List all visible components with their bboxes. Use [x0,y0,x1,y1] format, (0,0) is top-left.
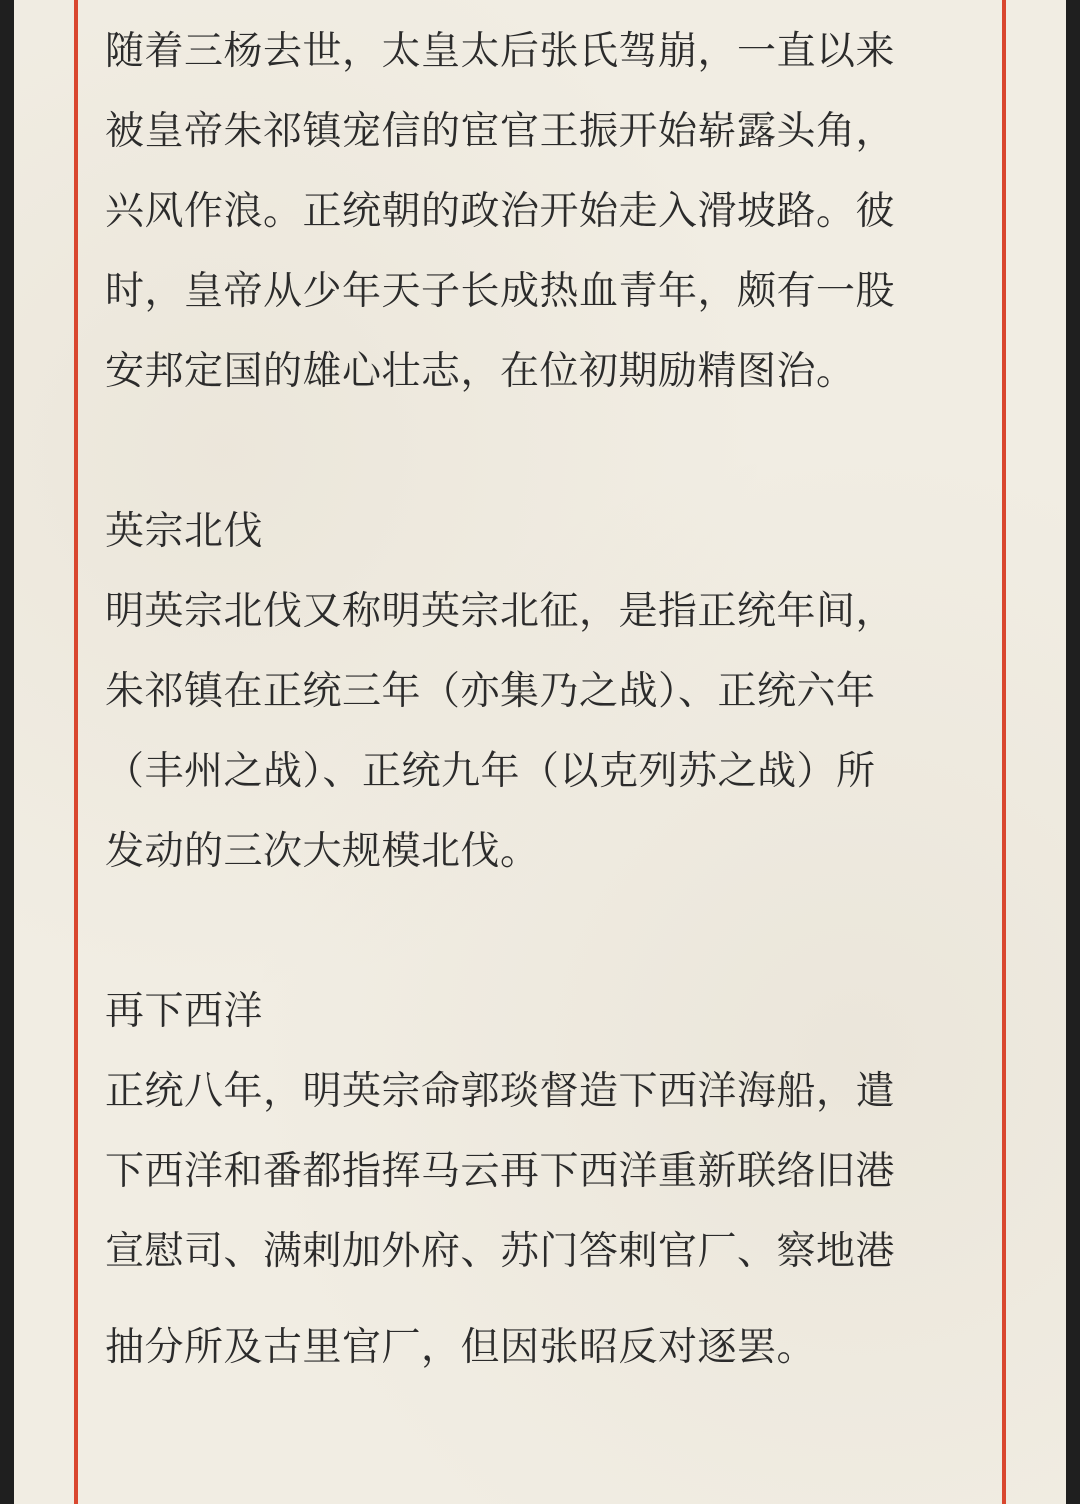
paragraph-line: 明英宗北伐又称明英宗北征，是指正统年间， [105,589,896,634]
paragraph-line: 抽分所及古里官厂，但因张昭反对逐罢。 [105,1325,817,1370]
section-heading: 再下西洋 [105,989,264,1034]
paragraph-line: 兴风作浪。正统朝的政治开始走入滑坡路。彼 [105,189,896,234]
paragraph-line: 宣慰司、满剌加外府、苏门答剌官厂、察地港 [105,1229,896,1274]
paragraph-line: 随着三杨去世，太皇太后张氏驾崩，一直以来 [105,29,896,74]
paragraph-line: 下西洋和番都指挥马云再下西洋重新联络旧港 [105,1149,896,1194]
right-red-border [1002,0,1006,1504]
paragraph-line: 时，皇帝从少年天子长成热血青年，颇有一股 [105,269,896,314]
paragraph-line: 朱祁镇在正统三年（亦集乃之战）、正统六年 [105,669,876,714]
left-red-border [74,0,78,1504]
paragraph-line: 正统八年，明英宗命郭琰督造下西洋海船，遣 [105,1069,896,1114]
paragraph-line: 被皇帝朱祁镇宠信的宦官王振开始崭露头角， [105,109,896,154]
paragraph-line: 安邦定国的雄心壮志，在位初期励精图治。 [105,349,856,394]
paragraph-line: （丰州之战）、正统九年（以克列苏之战）所 [105,749,876,794]
paragraph-line: 发动的三次大规模北伐。 [105,829,540,874]
section-heading: 英宗北伐 [105,509,264,554]
